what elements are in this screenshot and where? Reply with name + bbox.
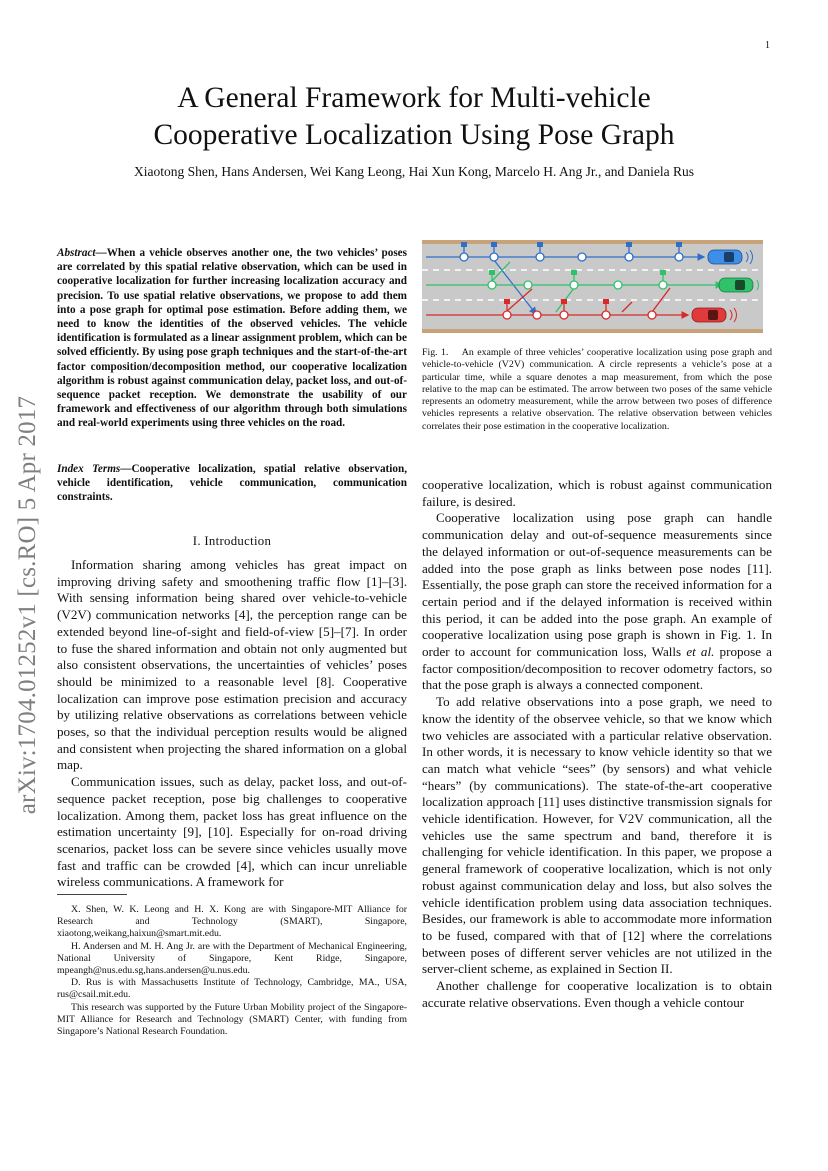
body-paragraph: Another challenge for cooperative localization is to obtain accurate relative observations. Even though a vehicle contour	[422, 978, 772, 1010]
title-line-1: A General Framework for Multi-vehicle	[177, 82, 651, 114]
title-line-2: Cooperative Localization Using Pose Graph	[153, 119, 675, 151]
footnote: X. Shen, W. K. Leong and H. X. Kong are with Singapore-MIT Alliance for Research and Technology (SMART), Singapore, xiaotong,weikang,haixun@smart.mit.edu.	[57, 904, 407, 940]
road-edge-top	[422, 240, 763, 244]
intro-paragraph: Information sharing among vehicles has great impact on improving driving safety and smoothening traffic flow [1]–[3]. With sensing information being shared over vehicle-to-vehicle (V2V) communication networks [4], the perception range can be extended beyond line-of-sight and field-of-view [5]–[7]. In order to fuse the shared information and obtain not only augmented but also consistent observations, the uncertainties of vehicles’ poses should be minimized to a reasonable level [8]. Cooperative localization can improve pose estimation precision and accuracy by utilizing relative observations as correlations between vehicle poses, so that the individual perception results would be aligned and consistent when projecting the shared information on a global map.	[57, 557, 407, 773]
figure-label: Fig. 1.	[422, 347, 449, 358]
author-list: Xiaotong Shen, Hans Andersen, Wei Kang Leong, Hai Xun Kong, Marcelo H. Ang Jr., and Daniela Rus	[134, 164, 694, 179]
introduction-body	[57, 557, 407, 891]
body-paragraph-text: Cooperative localization using pose graph can handle communication delay and out-of-sequence measurements since the delayed information or out-of-sequence measurements can be added into the pose graph as links between pose nodes [11]. Essentially, the pose graph can store the received information for a certain period and if the delayed information is received within this period, it can be added into the pose graph. An example of cooperative localization using pose graph is shown in Fig. 1. In order to account for communication loss, Walls	[422, 510, 772, 660]
section-heading-introduction: I. Introduction	[192, 534, 272, 548]
footnote: H. Andersen and M. H. Ang Jr. are with the Department of Mechanical Engineering, National University of Singapore, Kent Ridge, Singapore, mpeangh@nus.edu.sg,hans.andersen@u.nus.edu.	[57, 940, 407, 977]
body-paragraph: To add relative observations into a pose graph, we need to know the identity of the observee vehicle, so that we know which two vehicles are associated with a particular relative observation. In other words, it is necessary to know vehicle identity so that we can match what vehicle “sees” (by sensors) and what vehicle “hears” (by communications). The state-of-the-art cooperative localization approach [11] uses distinctive transmission signals for vehicle identification. However, for V2V communication, all the vehicles use the same spectrum and band, therefore it is challenging for vehicle identification. In this paper, we propose a general framework of cooperative localization, which is not only robust against communication delay and loss, but also solves the vehicle identification problem using data association techniques. Besides, our framework is able to accommodate more information to be fused, compared with that of [12] where the correlations between poses of different server vehicles are not utilized in the server-client scheme, as explained in Section II.	[422, 694, 772, 977]
index-terms	[57, 462, 407, 505]
body-paragraph: cooperative localization, which is robust against communication failure, is desired.	[422, 477, 772, 509]
index-terms-label: Index Terms	[57, 463, 121, 475]
abstract	[57, 246, 407, 431]
arxiv-stamp-text: arXiv:1704.01252v1 [cs.RO] 5 Apr 2017	[14, 395, 41, 815]
footnote-divider	[57, 894, 127, 895]
body-paragraph-italic: et al.	[686, 644, 715, 660]
abstract-label: Abstract	[57, 247, 96, 259]
footnotes	[57, 904, 407, 1038]
index-terms-text: —Cooperative localization, spatial relative observation, vehicle identification, vehicle communication, communication constraints.	[57, 463, 407, 504]
road-edge-bottom	[422, 329, 763, 333]
footnote: D. Rus is with Massachusetts Institute of Technology, Cambridge, MA., USA, rus@csail.mit.edu.	[57, 977, 407, 1001]
figure-caption	[422, 347, 772, 433]
intro-paragraph: Communication issues, such as delay, packet loss, and out-of-sequence packet reception, pose big challenges to cooperative localization. Among them, packet loss has great influence on the estimation uncertainty [9], [10]. Especially for on-road driving scenarios, packet loss can be severe since vehicles usually move fast and traffic can be crowded [4], which can incur unreliable wireless communications. A framework for	[57, 774, 407, 890]
body-paragraph	[422, 510, 772, 694]
arxiv-stamp	[8, 370, 48, 840]
footnote: This research was supported by the Future Urban Mobility project of the Singapore-MIT Alliance for Research and Technology (SMART) Center, with funding from Singapore’s National Research Foundation.	[57, 1001, 407, 1038]
figure-pose-graph	[422, 240, 763, 333]
paper-title	[0, 80, 828, 154]
right-column-body	[422, 477, 772, 1012]
abstract-text: —When a vehicle observes another one, the two vehicles’ poses are correlated by this spatial relative observation, which can be used in cooperative localization for further increasing localization accuracy and precision. To use spatial relative observations, we propose to add them into a pose graph for optimal pose estimation. Before adding them, we need to know the identities of the observed vehicles. The vehicle identification is formulated as a linear assignment problem, which can be solved efficiently. By using pose graph techniques and the start-of-the-art factor composition/decomposition method, our cooperative localization algorithm is robust against communication delay, packet loss, and out-of-sequence packet reception. We demonstrate the usability of our framework and effectiveness of our algorithm through both simulations and real-world experiments using three vehicles on the road.	[57, 247, 407, 430]
figure-caption-text: An example of three vehicles’ cooperative localization using pose graph and vehicle-to-vehicle (V2V) communication. A circle represents a vehicle’s pose at a particular time, while a square denotes a map measurement, from which the pose relative to the map can be estimated. The arrow between two poses of the same vehicle represents an odometry measurement, while the arrow between two poses of difference vehicles represents a relative observation. The relative observation between vehicles correlates their pose estimation in the cooperative localization.	[422, 347, 773, 432]
body-paragraph-text-end: propose a factor composition/decomposition to recover odometry factors, so that the pose graph is always a connected component.	[422, 644, 772, 693]
page-number: 1	[765, 40, 770, 51]
